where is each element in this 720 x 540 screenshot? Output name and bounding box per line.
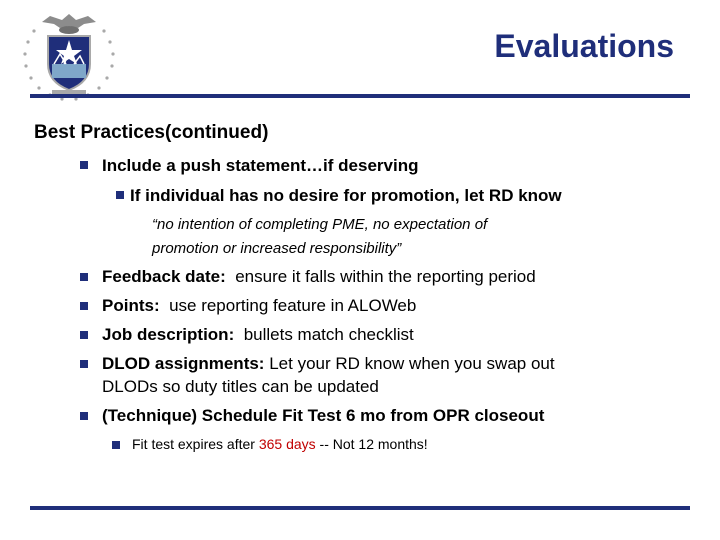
- quote-line-2: promotion or increased responsibility”: [152, 240, 402, 257]
- points-label: Points:: [102, 296, 160, 315]
- bullet-marker: [80, 412, 88, 420]
- fit-expiry-suffix: -- Not 12 months!: [319, 436, 428, 452]
- section-heading: Best Practices(continued): [34, 122, 269, 143]
- bullet-points: [102, 296, 416, 316]
- bullet-feedback-date: [102, 267, 536, 287]
- sub-bullet-no-desire: If individual has no desire for promotion, let RD know: [130, 186, 562, 205]
- academy-seal-logo: [14, 6, 124, 106]
- job-text: bullets match checklist: [243, 325, 414, 344]
- fit-expiry-prefix: Fit test expires after: [132, 436, 255, 452]
- bullet-push-statement: Include a push statement…if deserving: [102, 156, 419, 175]
- quote-line-1: “no intention of completing PME, no expectation of: [152, 216, 488, 233]
- sub-bullet-fit-expiry: [132, 436, 428, 452]
- air-force-academy-seal-icon: [14, 6, 124, 106]
- footer-rule: [30, 506, 690, 510]
- bullet-marker: [80, 331, 88, 339]
- bullet-marker: [80, 360, 88, 368]
- job-label: Job description:: [102, 325, 235, 344]
- fit-expiry-days: 365 days: [258, 436, 316, 452]
- title-rule: [30, 94, 690, 98]
- bullet-marker: [80, 302, 88, 310]
- bullet-dlod-assignments: [102, 354, 555, 374]
- bullet-marker: [80, 273, 88, 281]
- points-text: use reporting feature in ALOWeb: [169, 296, 417, 315]
- feedback-label: Feedback date:: [102, 267, 226, 286]
- feedback-text: ensure it falls within the reporting period: [235, 267, 536, 286]
- bullet-job-description: [102, 325, 414, 345]
- dlod-text: Let your RD know when you swap out: [269, 354, 555, 373]
- sub-bullet-marker: [116, 191, 124, 199]
- dlod-label: DLOD assignments:: [102, 354, 265, 373]
- bullet-fit-test: (Technique) Schedule Fit Test 6 mo from OPR closeout: [102, 406, 545, 425]
- dlod-text-line-2: DLODs so duty titles can be updated: [102, 377, 379, 396]
- slide-title: Evaluations: [494, 28, 674, 64]
- bullet-marker: [80, 161, 88, 169]
- sub-bullet-marker: [112, 441, 120, 449]
